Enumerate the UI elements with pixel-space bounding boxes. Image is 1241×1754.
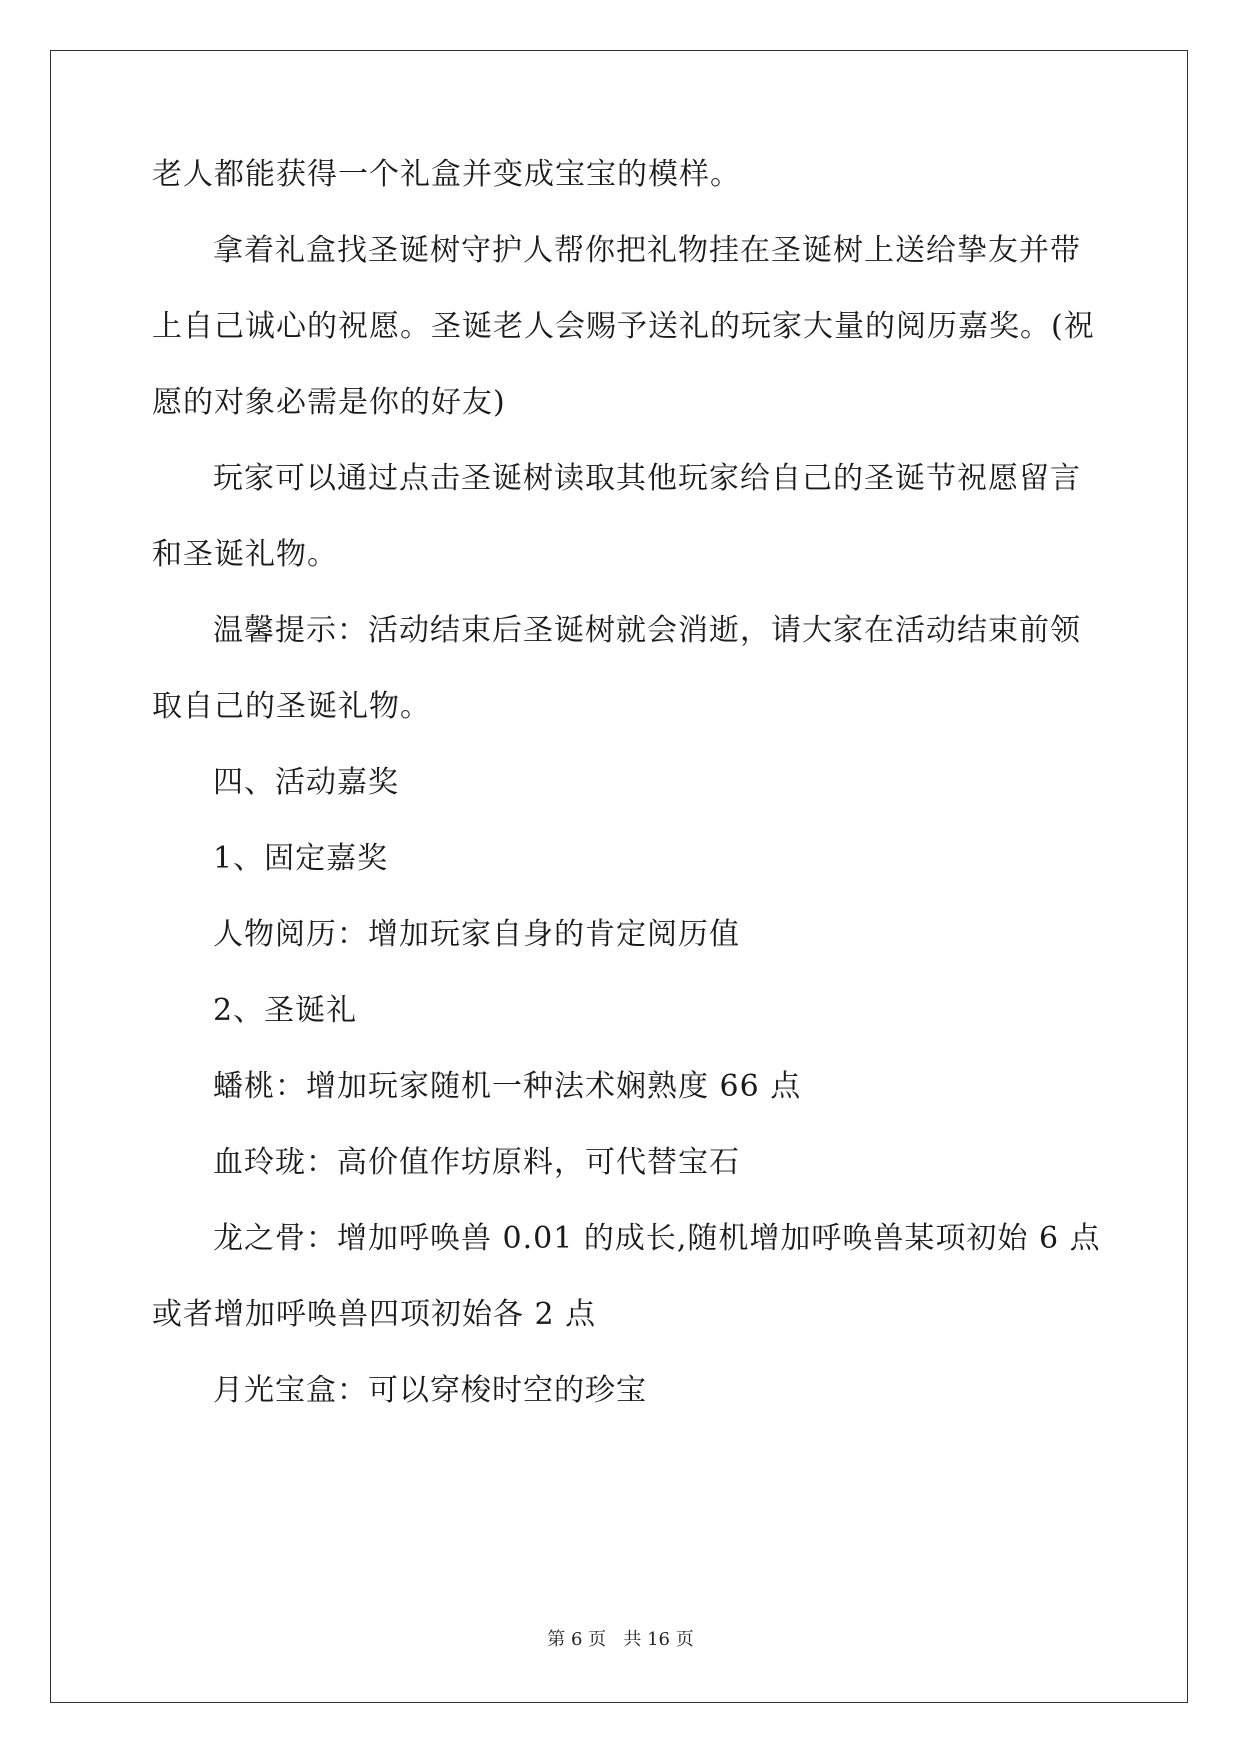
paragraph-gift-box: 拿着礼盒找圣诞树守护人帮你把礼物挂在圣诞树上送给挚友并带 bbox=[213, 233, 1081, 268]
subheading-fixed-reward: 1、固定嘉奖 bbox=[213, 841, 389, 876]
paragraph-tip: 温馨提示：活动结束后圣诞树就会消逝，请大家在活动结束前领 bbox=[213, 613, 1081, 648]
text-line: 和圣诞礼物。 bbox=[152, 537, 338, 572]
text-line: 愿的对象必需是你的好友) bbox=[152, 385, 506, 420]
reward-item: 龙之骨：增加呼唤兽 0.01 的成长,随机增加呼唤兽某项初始 6 点 bbox=[213, 1221, 1101, 1256]
page-footer bbox=[0, 1628, 1241, 1652]
reward-item: 月光宝盒：可以穿梭时空的珍宝 bbox=[213, 1373, 647, 1408]
reward-item: 蟠桃：增加玩家随机一种法术娴熟度 66 点 bbox=[213, 1069, 802, 1104]
paragraph-read-wishes: 玩家可以通过点击圣诞树读取其他玩家给自己的圣诞节祝愿留言 bbox=[213, 461, 1081, 496]
subheading-christmas-gift: 2、圣诞礼 bbox=[213, 993, 358, 1028]
page-number-current: 第 6 页 bbox=[547, 1629, 607, 1650]
reward-item: 人物阅历：增加玩家自身的肯定阅历值 bbox=[213, 917, 740, 952]
reward-item: 血玲珑：高价值作坊原料，可代替宝石 bbox=[213, 1145, 740, 1180]
page-number-total: 共 16 页 bbox=[623, 1629, 694, 1650]
text-line: 或者增加呼唤兽四项初始各 2 点 bbox=[152, 1297, 597, 1332]
text-line: 取自己的圣诞礼物。 bbox=[152, 689, 431, 724]
text-line: 老人都能获得一个礼盒并变成宝宝的模样。 bbox=[152, 157, 741, 192]
text-line: 上自己诚心的祝愿。圣诞老人会赐予送礼的玩家大量的阅历嘉奖。(祝 bbox=[152, 309, 1095, 344]
section-heading-rewards: 四、活动嘉奖 bbox=[213, 765, 399, 800]
